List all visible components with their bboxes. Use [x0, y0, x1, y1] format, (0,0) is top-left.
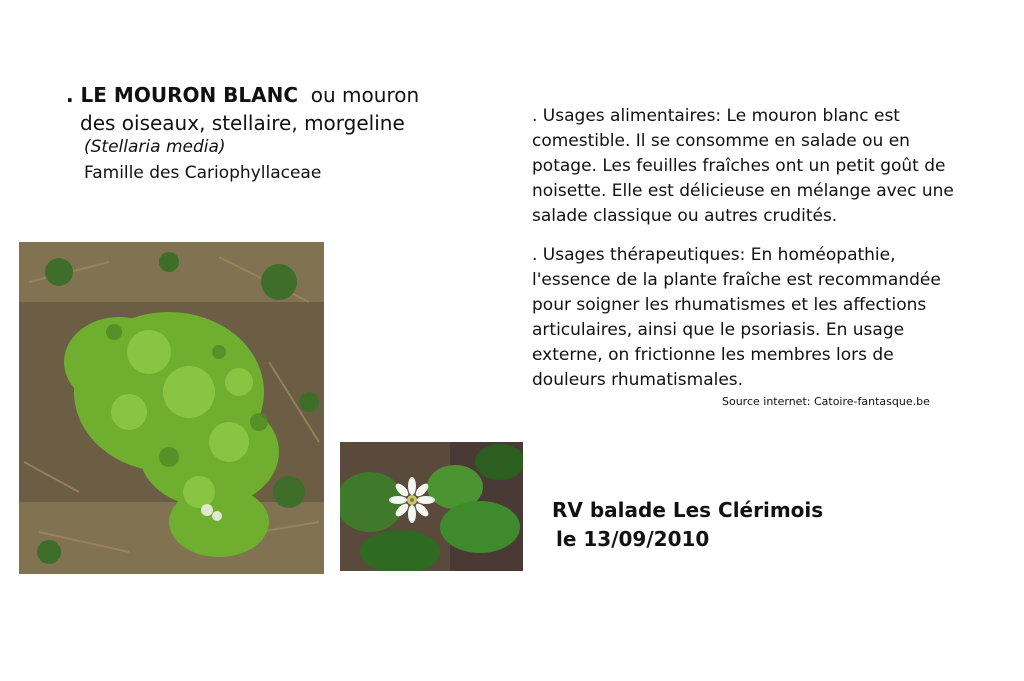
- food-uses-paragraph: . Usages alimentaires: Le mouron blanc est comestible. Il se consomme en salade ou en potage. Les feuilles fraîches ont un petit goût de noisette. Elle est délicieuse en mélange avec une salade classique ou autres crudités.: [532, 106, 954, 226]
- event-line2: le 13/09/2010: [556, 527, 710, 551]
- source-credit: Source internet: Catoire-fantasque.be: [722, 395, 930, 408]
- plant-title-line2: des oiseaux, stellaire, morgeline: [80, 111, 405, 135]
- plant-title-line1: [66, 82, 419, 108]
- chickweed-patch-photo: [19, 242, 324, 574]
- therapy-uses-paragraph: . Usages thérapeutiques: En homéopathie, l'essence de la plante fraîche est recommandée pour soigner les rhumatismes et les affections articulaires, ainsi que le psoriasis. En usage externe, on frictionne les membres lors de douleurs rhumatismales.: [532, 245, 941, 390]
- plant-name: . LE MOURON BLANC: [66, 83, 299, 107]
- latin-name: (Stellaria media): [84, 137, 226, 157]
- event-line1: RV balade Les Clérimois: [552, 498, 824, 522]
- plant-family: Famille des Cariophyllaceae: [84, 163, 322, 183]
- chickweed-flower-photo: [340, 442, 523, 571]
- plant-name-suffix: ou mouron: [298, 83, 420, 107]
